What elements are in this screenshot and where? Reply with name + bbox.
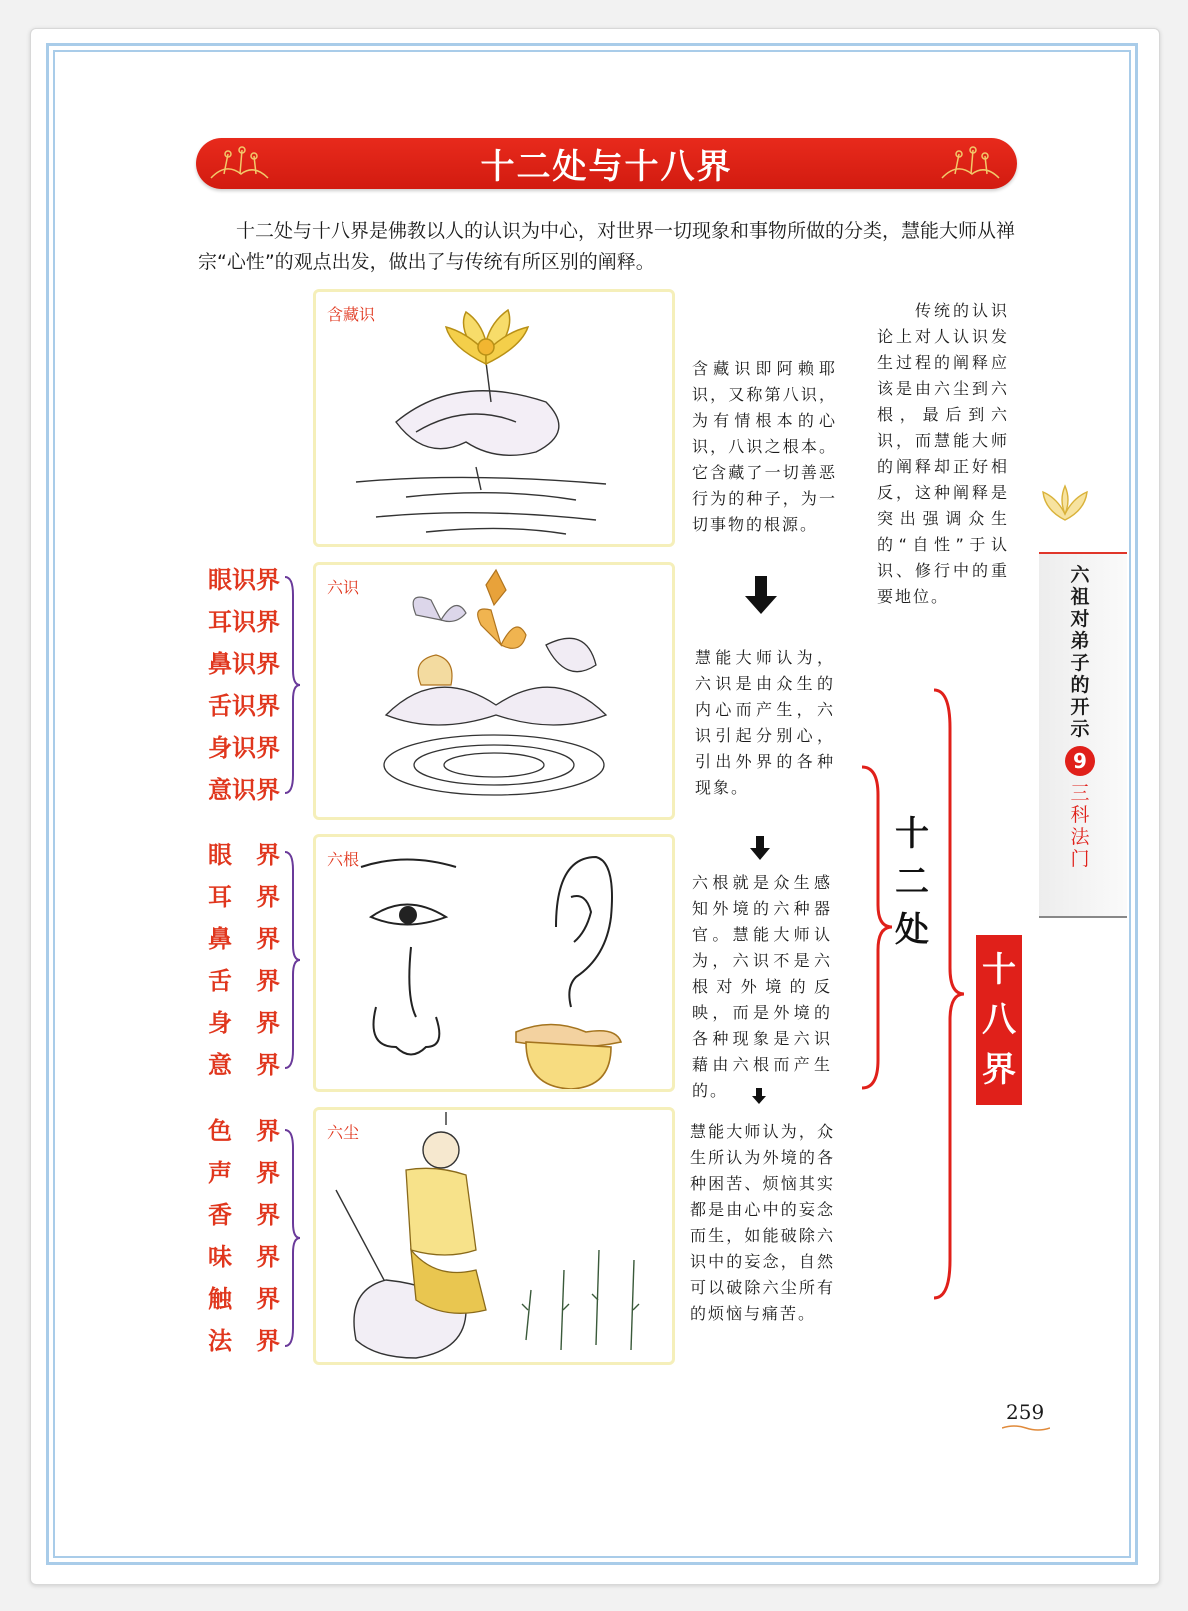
lotus-illustration xyxy=(316,292,672,544)
title-banner xyxy=(196,138,1017,189)
intro-paragraph: 十二处与十八界是佛教以人的认识为中心，对世界一切现象和事物所做的分类，慧能大师从禅宗“心性”的观点出发，做出了与传统有所区别的阐释。 xyxy=(198,220,1016,273)
down-arrow-icon xyxy=(752,1088,766,1104)
panel-six-consciousnesses xyxy=(313,562,675,820)
brace-eighteen-realms xyxy=(930,688,966,1300)
chapter-number-badge: 9 xyxy=(1065,746,1095,776)
chapter-char: 子 xyxy=(1070,652,1090,674)
realm-item: 香 界 xyxy=(208,1200,280,1229)
panel-desc-alaya: 含藏识即阿赖耶识，又称第八识，为有情根本的心识，八识之根本。它含藏了一切善恶行为的种子，为一切事物的根源。 xyxy=(692,359,837,534)
realm-item: 身识界 xyxy=(208,733,280,762)
page-title: 十二处与十八界 xyxy=(480,147,733,187)
realm-item: 声 界 xyxy=(208,1158,280,1187)
chapter-char: 的 xyxy=(1070,674,1090,696)
panel-desc-six-consciousnesses: 慧能大师认为，六识是由众生的内心而产生，六识引起分别心，引出外界的各种现象。 xyxy=(695,648,835,797)
realm-item: 耳 界 xyxy=(208,882,280,911)
label-char: 十 xyxy=(982,950,1016,990)
realm-item: 色 界 xyxy=(208,1116,280,1145)
panel-six-roots xyxy=(313,834,675,1092)
label-char: 界 xyxy=(982,1050,1016,1090)
panel-label: 含藏识 xyxy=(327,305,376,324)
panel-desc-six-roots: 六根就是众生感知外境的六种器官。慧能大师认为，六识不是六根对外境的反映，而是外境的各种现象是六识藉由六根而产生的。 xyxy=(692,873,832,1100)
roots-realms-list xyxy=(198,834,280,1086)
bracket-dusts xyxy=(283,1128,301,1348)
label-char: 处 xyxy=(895,910,929,950)
dusts-realms-list xyxy=(198,1110,280,1362)
down-arrow-icon xyxy=(750,836,770,860)
panel-label: 六根 xyxy=(327,850,360,869)
realm-item: 意 界 xyxy=(208,1050,280,1079)
floral-ornament-left-icon xyxy=(206,144,276,184)
lotus-ornament-icon xyxy=(1035,480,1095,530)
realm-item: 触 界 xyxy=(208,1284,280,1313)
down-arrow-icon xyxy=(745,576,777,614)
chapter-char: 弟 xyxy=(1070,630,1090,652)
realm-item: 鼻识界 xyxy=(208,649,280,678)
panel-label: 六尘 xyxy=(327,1123,360,1142)
chapter-char: 开 xyxy=(1070,696,1090,718)
realm-item: 味 界 xyxy=(208,1242,280,1271)
panel-desc-six-dusts: 慧能大师认为，众生所认为外境的各种困苦、烦恼其实都是由心中的妄念而生，如能破除六识中的妄念，自然可以破除六尘所有的烦恼与痛苦。 xyxy=(690,1122,835,1323)
face-organs-illustration xyxy=(316,837,672,1089)
realm-item: 眼识界 xyxy=(208,565,280,594)
page-number-underline-ornament xyxy=(1002,1424,1050,1432)
brace-twelve-bases xyxy=(858,765,894,1090)
lotus-butterflies-illustration xyxy=(316,565,672,817)
bracket-roots xyxy=(283,850,301,1070)
chapter-side-tab xyxy=(1039,552,1127,918)
label-char: 二 xyxy=(895,862,929,902)
panel-alaya-consciousness xyxy=(313,289,675,547)
section-char: 门 xyxy=(1070,848,1090,870)
consciousness-realms-list xyxy=(198,559,280,811)
panel-label: 六识 xyxy=(327,578,360,597)
section-char: 法 xyxy=(1070,826,1090,848)
chapter-char: 示 xyxy=(1070,718,1090,740)
realm-item: 鼻 界 xyxy=(208,924,280,953)
label-char: 八 xyxy=(982,1000,1016,1040)
bracket-consciousness xyxy=(283,575,301,795)
chapter-char: 对 xyxy=(1070,608,1090,630)
realm-item: 眼 界 xyxy=(208,840,280,869)
realm-item: 耳识界 xyxy=(208,607,280,636)
farmer-illustration xyxy=(316,1110,672,1362)
realm-item: 舌 界 xyxy=(208,966,280,995)
realm-item: 意识界 xyxy=(208,775,280,804)
traditional-theory-note: 传统的认识论上对人认识发生过程的阐释应该是由六尘到六根，最后到六识，而慧能大师的阐释却正好相反，这种阐释是突出强调众生的“自性”于认识、修行中的重要地位。 xyxy=(877,301,1009,606)
chapter-char: 六 xyxy=(1070,564,1090,586)
section-char: 三 xyxy=(1070,782,1090,804)
page-number: 259 xyxy=(1006,1400,1045,1424)
floral-ornament-right-icon xyxy=(937,144,1007,184)
chapter-tab-column xyxy=(1065,564,1095,870)
realm-item: 舌识界 xyxy=(208,691,280,720)
eighteen-realms-label xyxy=(976,935,1022,1105)
panel-six-dusts xyxy=(313,1107,675,1365)
realm-item: 身 界 xyxy=(208,1008,280,1037)
section-char: 科 xyxy=(1070,804,1090,826)
label-char: 十 xyxy=(895,814,929,854)
chapter-char: 祖 xyxy=(1070,586,1090,608)
realm-item: 法 界 xyxy=(208,1326,280,1355)
twelve-bases-label xyxy=(895,810,929,954)
